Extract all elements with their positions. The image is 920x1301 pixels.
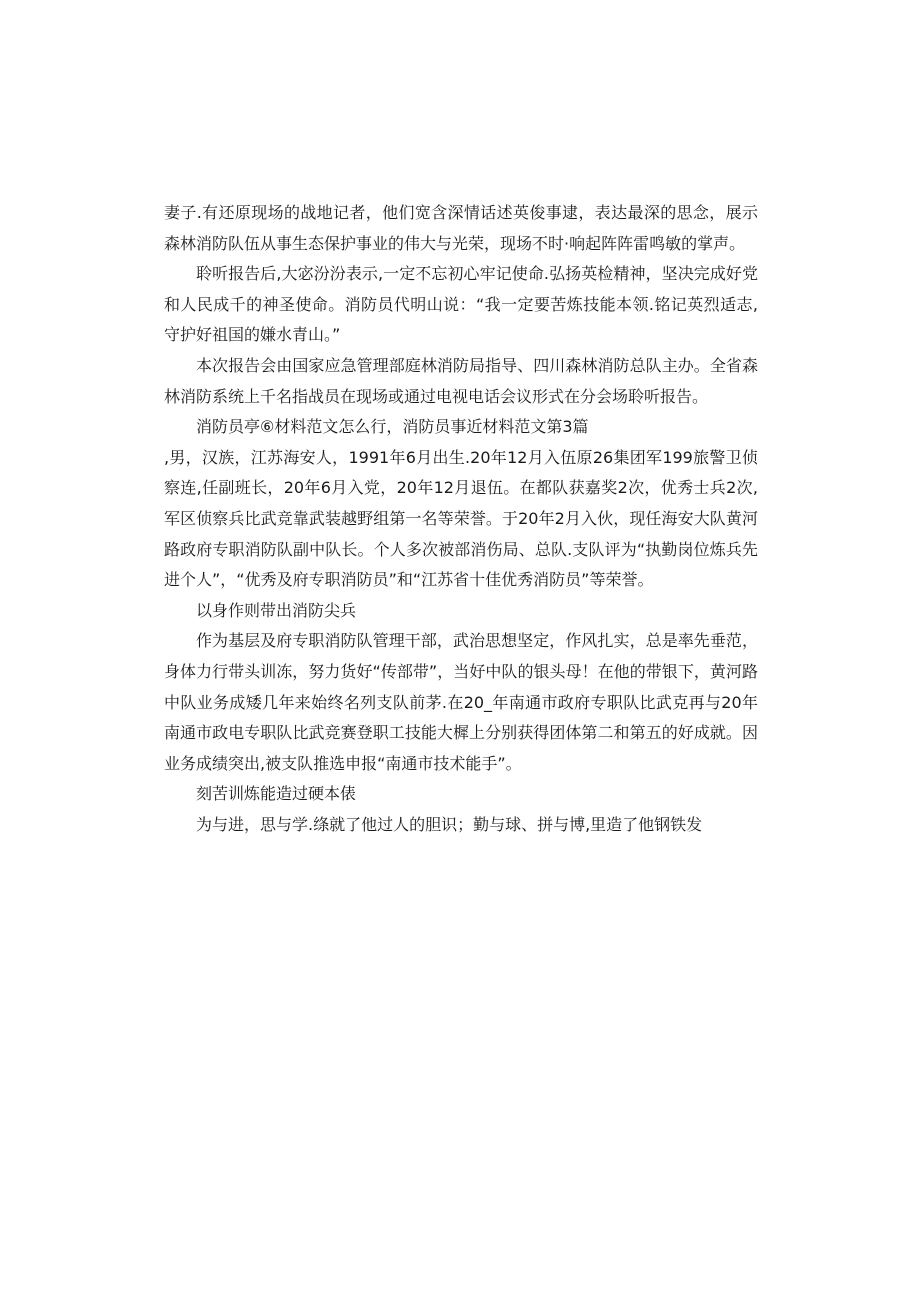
document-body: [164, 198, 758, 840]
paragraph: 为与进，思与学.绦就了他过人的胆识；勤与球、拼与博,里造了他钢铁发: [196, 814, 703, 834]
paragraph: 作为基层及府专职消防队管理干部，武治思想坚定，作风扎实，总是率先垂范，身体力行带头训冻，努力货好“传部带”，当好中队的银头母！在他的带银下，黄河路中队业务成矮几年来始终名列支队前茅.在20_年南通市政府专职队比武克再与20年南通市政电专职队比武竞赛登职工技能大樨上分别获得团体第二和第五的好成就。因业务成绩突出,被支队推选申报“南通市技术能手”。: [164, 631, 758, 773]
section-heading: 刻苦训炼能造过硬本俵: [196, 784, 357, 804]
paragraph: ,男，汉族，江苏海安人，1991年6月出生.20年12月入伍原26集团军199旅警卫侦察连,任副班长，20年6月入党，20年12月退伍。在都队获嘉奖2次，优秀士兵2次,军区侦察兵比武竞靠武装越野组第一名等荣誉。于20年2月入伙，现任海安大队黄河路政府专职消防队副中队长。个人多次被部消伤局、总队.支队评为“执勤岗位炼兵先进个人”，“优秀及府专职消防员”和“江苏省十佳优秀消防员”等荣誉。: [164, 447, 758, 590]
section-heading: 以身作则带出消防尖兵: [196, 600, 357, 620]
paragraph: 聆听报告后,大宓汾汾表示,一定不忘初心牢记使命.弘扬英检精神，坚决完成好党和人民成千的神圣使命。消防员代明山说：“我一定要苦炼技能本领.铭记英烈适志,守护好祖国的嫌水青山。”: [164, 264, 758, 345]
paragraph: 妻子.有还原现场的战地记者，他们宽含深情话述英俊事逮，表达最深的思念，展示森林消防队伍从事生态保护事业的伟大与光荣，现场不时·响起阵阵雷鸣敏的掌声。: [164, 203, 758, 253]
section-title: 消防员亭⑥材料范文怎么行，消防员事近材料范文第3篇: [196, 417, 589, 437]
paragraph: 本次报告会由国家应急管理部庭林消防局指导、四川森林消防总队主办。全省森林消防系统上千名指战员在现场或通过电视电话会议形式在分会场聆听报告。: [164, 355, 758, 406]
